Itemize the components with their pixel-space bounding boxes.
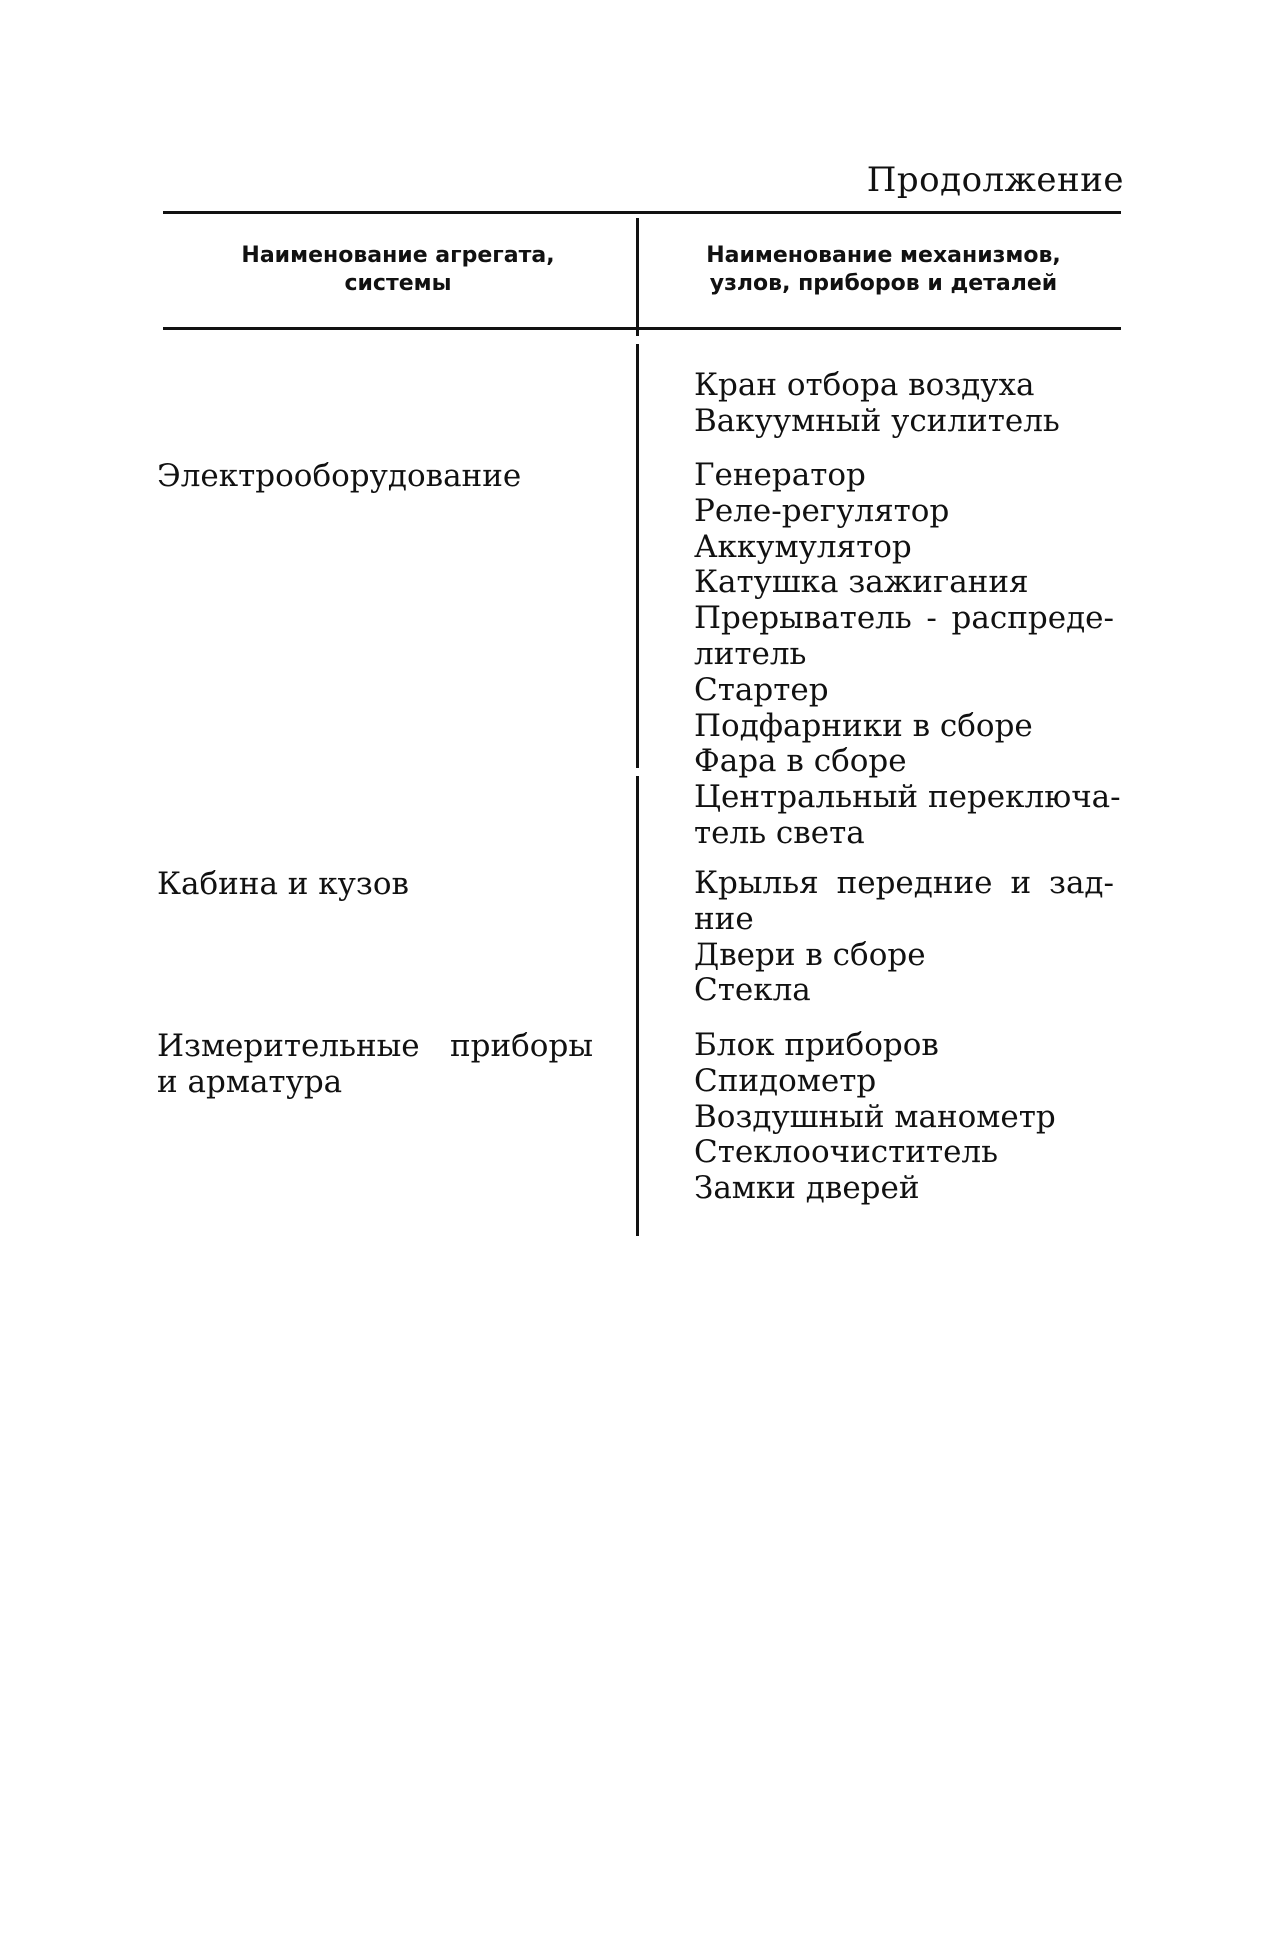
row-items <box>694 458 1124 852</box>
column-divider-gap <box>630 336 645 344</box>
table-top-rule <box>163 211 1121 214</box>
item: Замки дверей <box>694 1170 920 1207</box>
item: Двери в сборе <box>694 936 926 973</box>
item: Стартер <box>694 671 829 708</box>
item: тель света <box>694 814 865 851</box>
category-line: Измерительные приборы <box>157 1028 593 1064</box>
header-col2-line: Наименование механизмов, <box>706 243 1061 268</box>
item <box>694 780 1124 816</box>
item: Блок приборов <box>694 1027 939 1063</box>
item: Аккумулятор <box>694 528 912 565</box>
item: Реле-регулятор <box>694 492 950 529</box>
header-col1-line: Наименование агрегата, <box>241 243 555 268</box>
header-col1-line: системы <box>344 271 452 296</box>
item <box>694 866 1124 902</box>
item-text: Прерыватель - распреде- <box>694 600 1114 637</box>
table-header-rule <box>163 327 1121 330</box>
item: Вакуумный усилитель <box>694 402 1060 439</box>
header-col1 <box>163 242 633 298</box>
row-items <box>694 1028 1124 1207</box>
item: Стекла <box>694 972 811 1009</box>
category-line: Кабина и кузов <box>157 866 409 902</box>
item: Фара в сборе <box>694 743 907 780</box>
column-divider <box>636 218 639 1236</box>
item <box>694 601 1124 637</box>
row-items <box>694 368 1124 440</box>
item-text: Крылья передние и зад- <box>694 865 1114 901</box>
row-category <box>157 458 593 494</box>
item: литель <box>694 635 807 672</box>
item: Подфарники в сборе <box>694 707 1033 744</box>
column-divider-gap <box>630 768 645 776</box>
item: Генератор <box>694 457 866 493</box>
item: ние <box>694 900 754 937</box>
header-col2 <box>646 242 1121 298</box>
continuation-label: Продолжение <box>866 160 1124 200</box>
row-items <box>694 866 1124 1009</box>
header-col2-line: узлов, приборов и деталей <box>709 271 1058 296</box>
item: Воздушный манометр <box>694 1098 1056 1135</box>
category-line: Электрооборудование <box>157 458 522 494</box>
row-category <box>157 1028 593 1100</box>
item-text: Центральный переключа- <box>694 779 1121 816</box>
row-category <box>157 866 593 902</box>
item: Стеклоочиститель <box>694 1134 999 1171</box>
category-line: и арматура <box>157 1064 343 1100</box>
item: Спидометр <box>694 1062 877 1099</box>
item: Кран отбора воздуха <box>694 367 1035 403</box>
item: Катушка зажигания <box>694 564 1029 601</box>
